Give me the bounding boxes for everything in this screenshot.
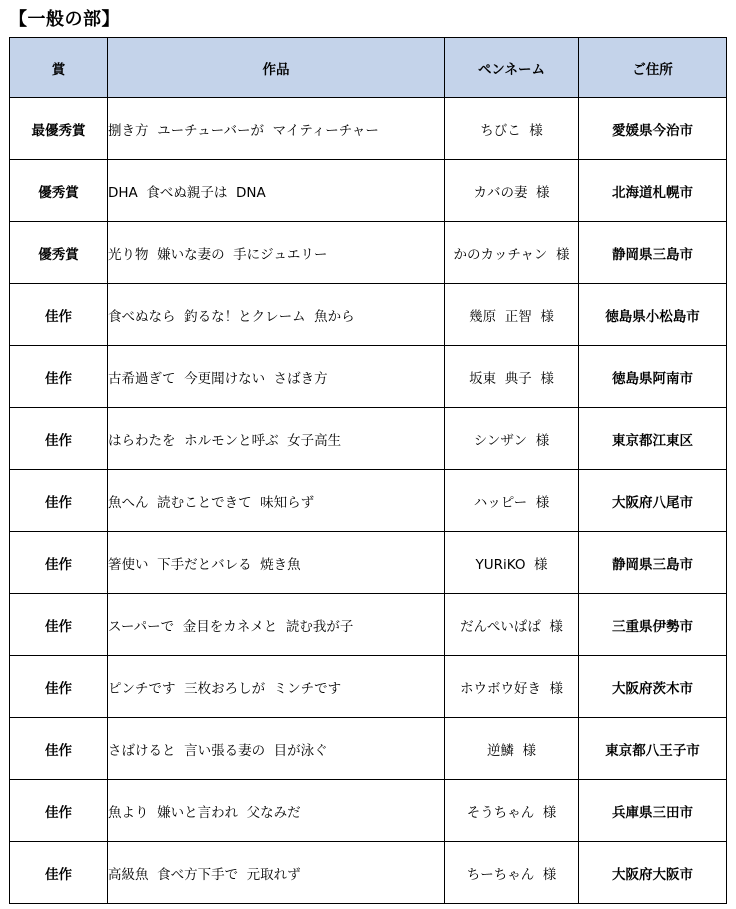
pen-name-cell: だんぺいぱぱ 様 <box>445 594 579 656</box>
page-title: 【一般の部】 <box>9 9 120 30</box>
work-cell: DHA 食べぬ親子は DNA <box>108 160 445 222</box>
award-cell: 佳作 <box>10 346 108 408</box>
award-cell: 最優秀賞 <box>10 98 108 160</box>
address-cell: 三重県伊勢市 <box>579 594 727 656</box>
table-row <box>10 656 727 718</box>
table-row <box>10 780 727 842</box>
work-cell: ピンチです 三枚おろしが ミンチです <box>108 656 445 718</box>
column-header-work: 作品 <box>108 38 445 98</box>
work-cell: スーパーで 金目をカネメと 読む我が子 <box>108 594 445 656</box>
table-body <box>10 98 727 904</box>
address-cell: 徳島県小松島市 <box>579 284 727 346</box>
address-cell: 徳島県阿南市 <box>579 346 727 408</box>
pen-name-cell: YURiKO 様 <box>445 532 579 594</box>
pen-name-cell: 逆鱗 様 <box>445 718 579 780</box>
address-cell: 大阪府茨木市 <box>579 656 727 718</box>
pen-name-cell: 坂東 典子 様 <box>445 346 579 408</box>
table-header-row <box>10 38 727 98</box>
work-cell: 光り物 嫌いな妻の 手にジュエリー <box>108 222 445 284</box>
award-cell: 佳作 <box>10 842 108 904</box>
award-cell: 佳作 <box>10 284 108 346</box>
pen-name-cell: 幾原 正智 様 <box>445 284 579 346</box>
pen-name-cell: シンザン 様 <box>445 408 579 470</box>
table-row <box>10 718 727 780</box>
award-cell: 佳作 <box>10 656 108 718</box>
address-cell: 兵庫県三田市 <box>579 780 727 842</box>
award-cell: 佳作 <box>10 532 108 594</box>
award-cell: 佳作 <box>10 594 108 656</box>
column-header-address: ご住所 <box>579 38 727 98</box>
award-cell: 佳作 <box>10 470 108 532</box>
table-row <box>10 842 727 904</box>
pen-name-cell: ホウボウ好き 様 <box>445 656 579 718</box>
work-cell: さばけると 言い張る妻の 目が泳ぐ <box>108 718 445 780</box>
pen-name-cell: ちーちゃん 様 <box>445 842 579 904</box>
work-cell: 箸使い 下手だとバレる 焼き魚 <box>108 532 445 594</box>
award-cell: 優秀賞 <box>10 222 108 284</box>
award-cell: 優秀賞 <box>10 160 108 222</box>
table-row <box>10 408 727 470</box>
award-cell: 佳作 <box>10 408 108 470</box>
address-cell: 静岡県三島市 <box>579 532 727 594</box>
pen-name-cell: かのカッチャン 様 <box>445 222 579 284</box>
table-row <box>10 284 727 346</box>
address-cell: 大阪府八尾市 <box>579 470 727 532</box>
award-cell: 佳作 <box>10 780 108 842</box>
work-cell: 食べぬなら 釣るな！とクレーム 魚から <box>108 284 445 346</box>
pen-name-cell: ちびこ 様 <box>445 98 579 160</box>
pen-name-cell: そうちゃん 様 <box>445 780 579 842</box>
work-cell: 古希過ぎて 今更聞けない さばき方 <box>108 346 445 408</box>
column-header-pen-name: ペンネーム <box>445 38 579 98</box>
address-cell: 愛媛県今治市 <box>579 98 727 160</box>
table-row <box>10 594 727 656</box>
table-row <box>10 222 727 284</box>
address-cell: 東京都八王子市 <box>579 718 727 780</box>
table-row <box>10 160 727 222</box>
pen-name-cell: カバの妻 様 <box>445 160 579 222</box>
work-cell: 高級魚 食べ方下手で 元取れず <box>108 842 445 904</box>
award-cell: 佳作 <box>10 718 108 780</box>
address-cell: 東京都江東区 <box>579 408 727 470</box>
column-header-award: 賞 <box>10 38 108 98</box>
address-cell: 北海道札幌市 <box>579 160 727 222</box>
table-row <box>10 470 727 532</box>
address-cell: 静岡県三島市 <box>579 222 727 284</box>
work-cell: 魚より 嫌いと言われ 父なみだ <box>108 780 445 842</box>
table-row <box>10 98 727 160</box>
table-row <box>10 346 727 408</box>
address-cell: 大阪府大阪市 <box>579 842 727 904</box>
pen-name-cell: ハッピー 様 <box>445 470 579 532</box>
work-cell: 捌き方 ユーチューバーが マイティーチャー <box>108 98 445 160</box>
work-cell: 魚へん 読むことできて 味知らず <box>108 470 445 532</box>
work-cell: はらわたを ホルモンと呼ぶ 女子高生 <box>108 408 445 470</box>
table-row <box>10 532 727 594</box>
awards-table <box>9 37 727 904</box>
